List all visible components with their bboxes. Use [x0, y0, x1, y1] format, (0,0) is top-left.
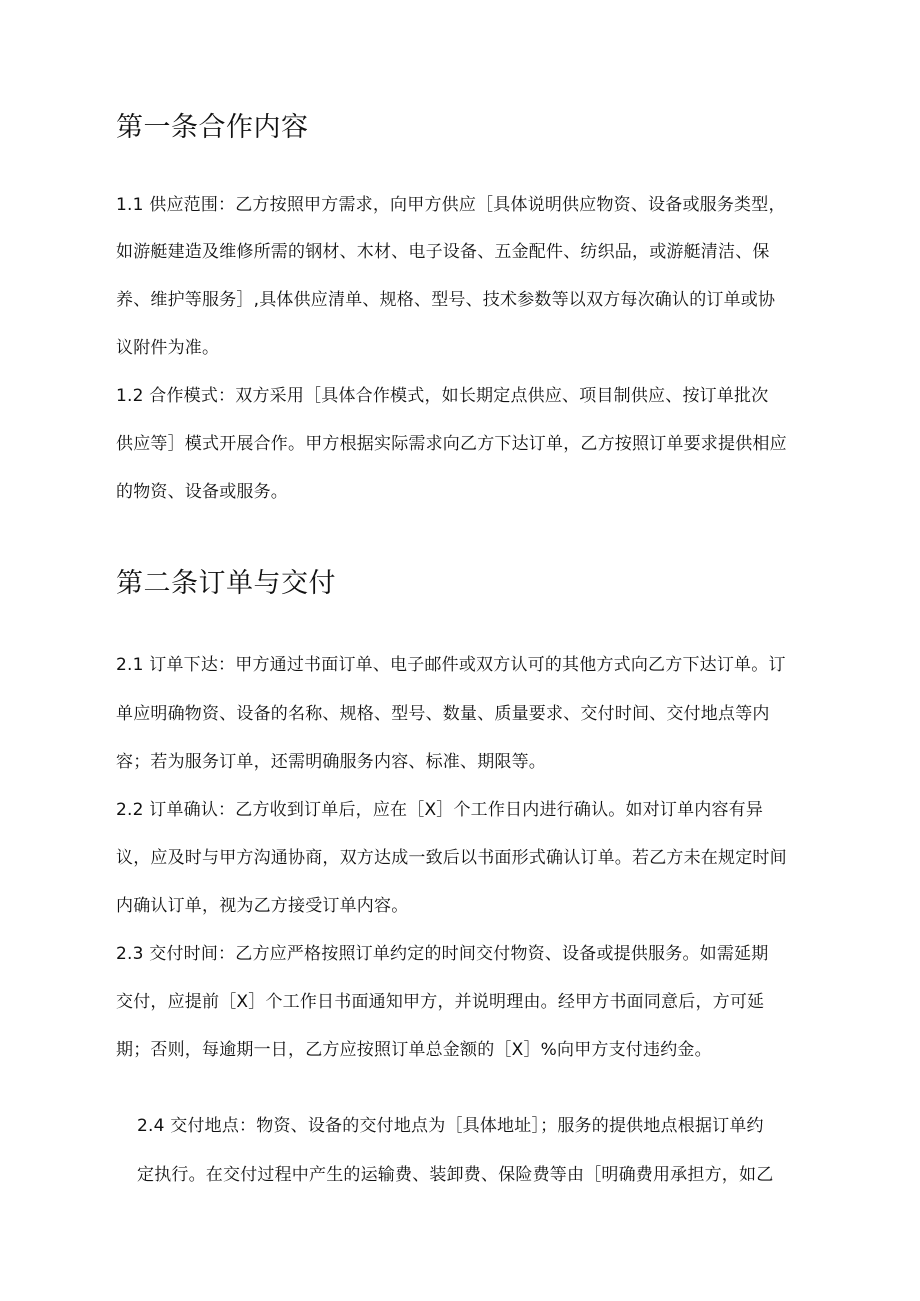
section-2-line-3: 容；若为服务订单，还需明确服务内容、标准、期限等。: [116, 752, 546, 772]
section-2-line-7: 2.3 交付时间：乙方应严格按照订单约定的时间交付物资、设备或提供服务。如需延期: [116, 944, 769, 964]
section-1-line-2: 如游艇建造及维修所需的钢材、木材、电子设备、五金配件、纺织品，或游艇清洁、保: [116, 242, 770, 262]
section-1-line-6: 供应等］模式开展合作。甲方根据实际需求向乙方下达订单，乙方按照订单要求提供相应: [116, 434, 787, 454]
section-2-line-10: 2.4 交付地点：物资、设备的交付地点为［具体地址］；服务的提供地点根据订单约: [137, 1116, 764, 1136]
section-2-line-11: 定执行。在交付过程中产生的运输费、装卸费、保险费等由［明确费用承担方，如乙: [137, 1165, 774, 1185]
section-1-heading: 第一条合作内容: [116, 112, 309, 143]
section-1-line-5: 1.2 合作模式：双方采用［具体合作模式，如长期定点供应、项目制供应、按订单批次: [116, 386, 769, 406]
section-1-line-3: 养、维护等服务］,具体供应清单、规格、型号、技术参数等以双方每次确认的订单或协: [116, 290, 776, 310]
section-1-line-1: 1.1 供应范围：乙方按照甲方需求，向甲方供应［具体说明供应物资、设备或服务类型，: [116, 195, 786, 215]
section-2-line-4: 2.2 订单确认：乙方收到订单后，应在［X］个工作日内进行确认。如对订单内容有异: [116, 800, 764, 820]
section-2-line-2: 单应明确物资、设备的名称、规格、型号、数量、质量要求、交付时间、交付地点等内: [116, 704, 770, 724]
section-2-line-1: 2.1 订单下达：甲方通过书面订单、电子邮件或双方认可的其他方式向乙方下达订单。订: [116, 655, 786, 675]
section-1-line-7: 的物资、设备或服务。: [116, 482, 288, 502]
section-2-line-8: 交付，应提前［X］个工作日书面通知甲方，并说明理由。经甲方书面同意后，方可延: [116, 992, 765, 1012]
section-2-heading: 第二条订单与交付: [116, 568, 336, 599]
section-2-line-9: 期；否则，每逾期一日，乙方应按照订单总金额的［X］%向甲方支付违约金。: [116, 1040, 712, 1060]
section-2-line-6: 内确认订单，视为乙方接受订单内容。: [116, 896, 409, 916]
section-2-line-5: 议，应及时与甲方沟通协商，双方达成一致后以书面形式确认订单。若乙方未在规定时间: [116, 848, 787, 868]
section-1-line-4: 议附件为准。: [116, 338, 220, 358]
